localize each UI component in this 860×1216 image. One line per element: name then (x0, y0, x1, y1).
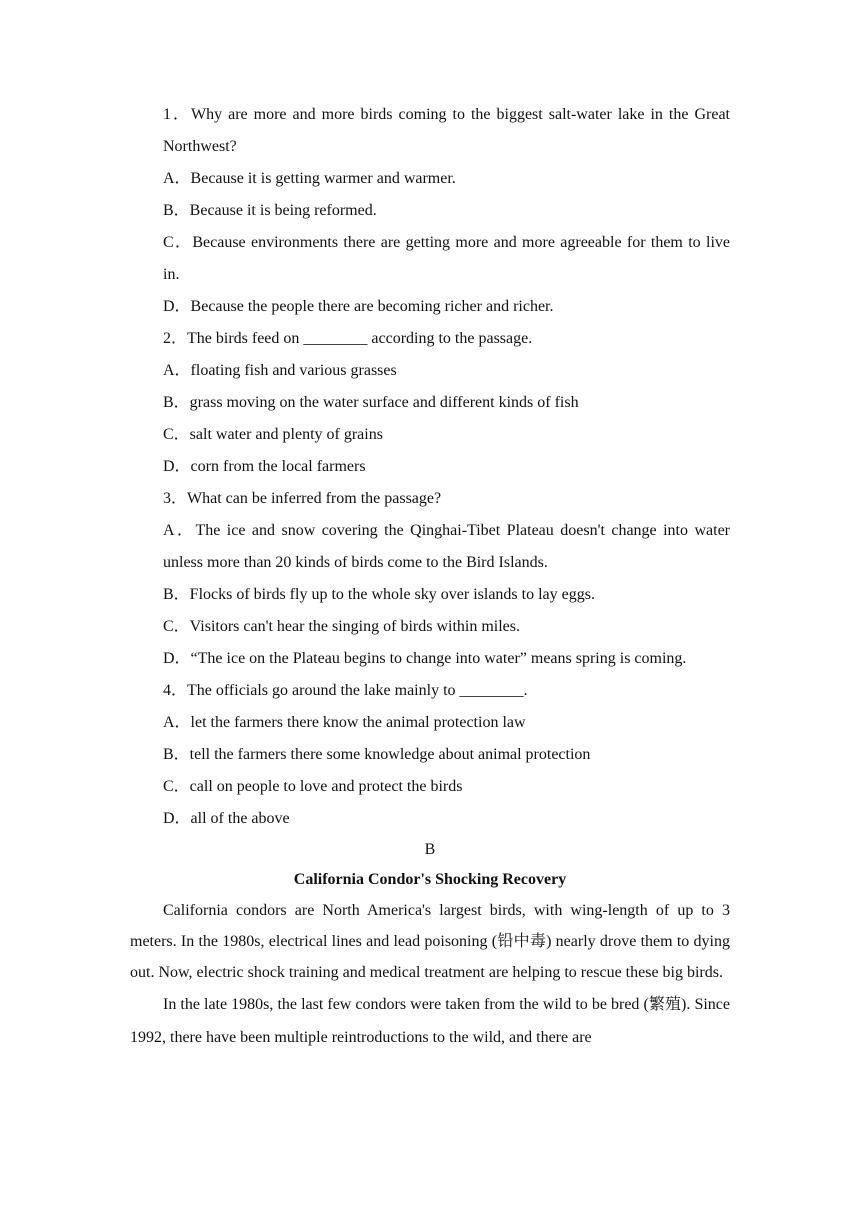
question-4-option-c: C．call on people to love and protect the birds (163, 778, 463, 795)
question-3-option-d: D．“The ice on the Plateau begins to change into water” means spring is coming. (163, 650, 687, 667)
question-4-stem: 4．The officials go around the lake mainly to ________. (163, 682, 528, 699)
question-3-stem: 3．What can be inferred from the passage? (163, 490, 442, 507)
question-4-option-b: B．tell the farmers there some knowledge about animal protection (163, 746, 591, 763)
question-1-option-a: A．Because it is getting warmer and warmer. (163, 170, 456, 187)
question-2-option-b: B．grass moving on the water surface and different kinds of fish (163, 394, 579, 411)
question-2-option-a: A．floating fish and various grasses (163, 362, 397, 379)
question-3-option-b: B．Flocks of birds fly up to the whole sky over islands to lay eggs. (163, 586, 595, 603)
section-title: California Condor's Shocking Recovery (293, 871, 567, 888)
question-1-option-b: B．Because it is being reformed. (163, 202, 377, 219)
question-1-stem: 1．Why are more and more birds coming to the biggest salt-water lake in the Great Northwest? (163, 106, 730, 155)
question-2-option-c: C．salt water and plenty of grains (163, 426, 383, 443)
section-letter: B (424, 841, 436, 858)
paragraph-1: California condors are North America's largest birds, with wing-length of up to 3 meters. In the 1980s, electrical lines and lead poisoning (铅中毒) nearly drove them to dying out. Now, electric shock training and medical treatment are helping to rescue these big birds. (130, 902, 730, 981)
question-1-option-d: D．Because the people there are becoming richer and richer. (163, 298, 554, 315)
question-4-option-a: A．let the farmers there know the animal protection law (163, 714, 526, 731)
document-page (130, 99, 730, 1054)
question-2-option-d: D．corn from the local farmers (163, 458, 366, 475)
question-3-option-a: A．The ice and snow covering the Qinghai-Tibet Plateau doesn't change into water unless more than 20 kinds of birds come to the Bird Islands. (163, 522, 730, 571)
paragraph-2: In the late 1980s, the last few condors were taken from the wild to be bred (繁殖). Since 1992, there have been multiple reintroductions to the wild, and there are (130, 996, 730, 1046)
question-1-option-c: C．Because environments there are getting more and more agreeable for them to live in. (163, 234, 730, 283)
question-2-stem: 2．The birds feed on ________ according to the passage. (163, 330, 533, 347)
question-4-option-d: D．all of the above (163, 810, 290, 827)
question-3-option-c: C．Visitors can't hear the singing of birds within miles. (163, 618, 520, 635)
